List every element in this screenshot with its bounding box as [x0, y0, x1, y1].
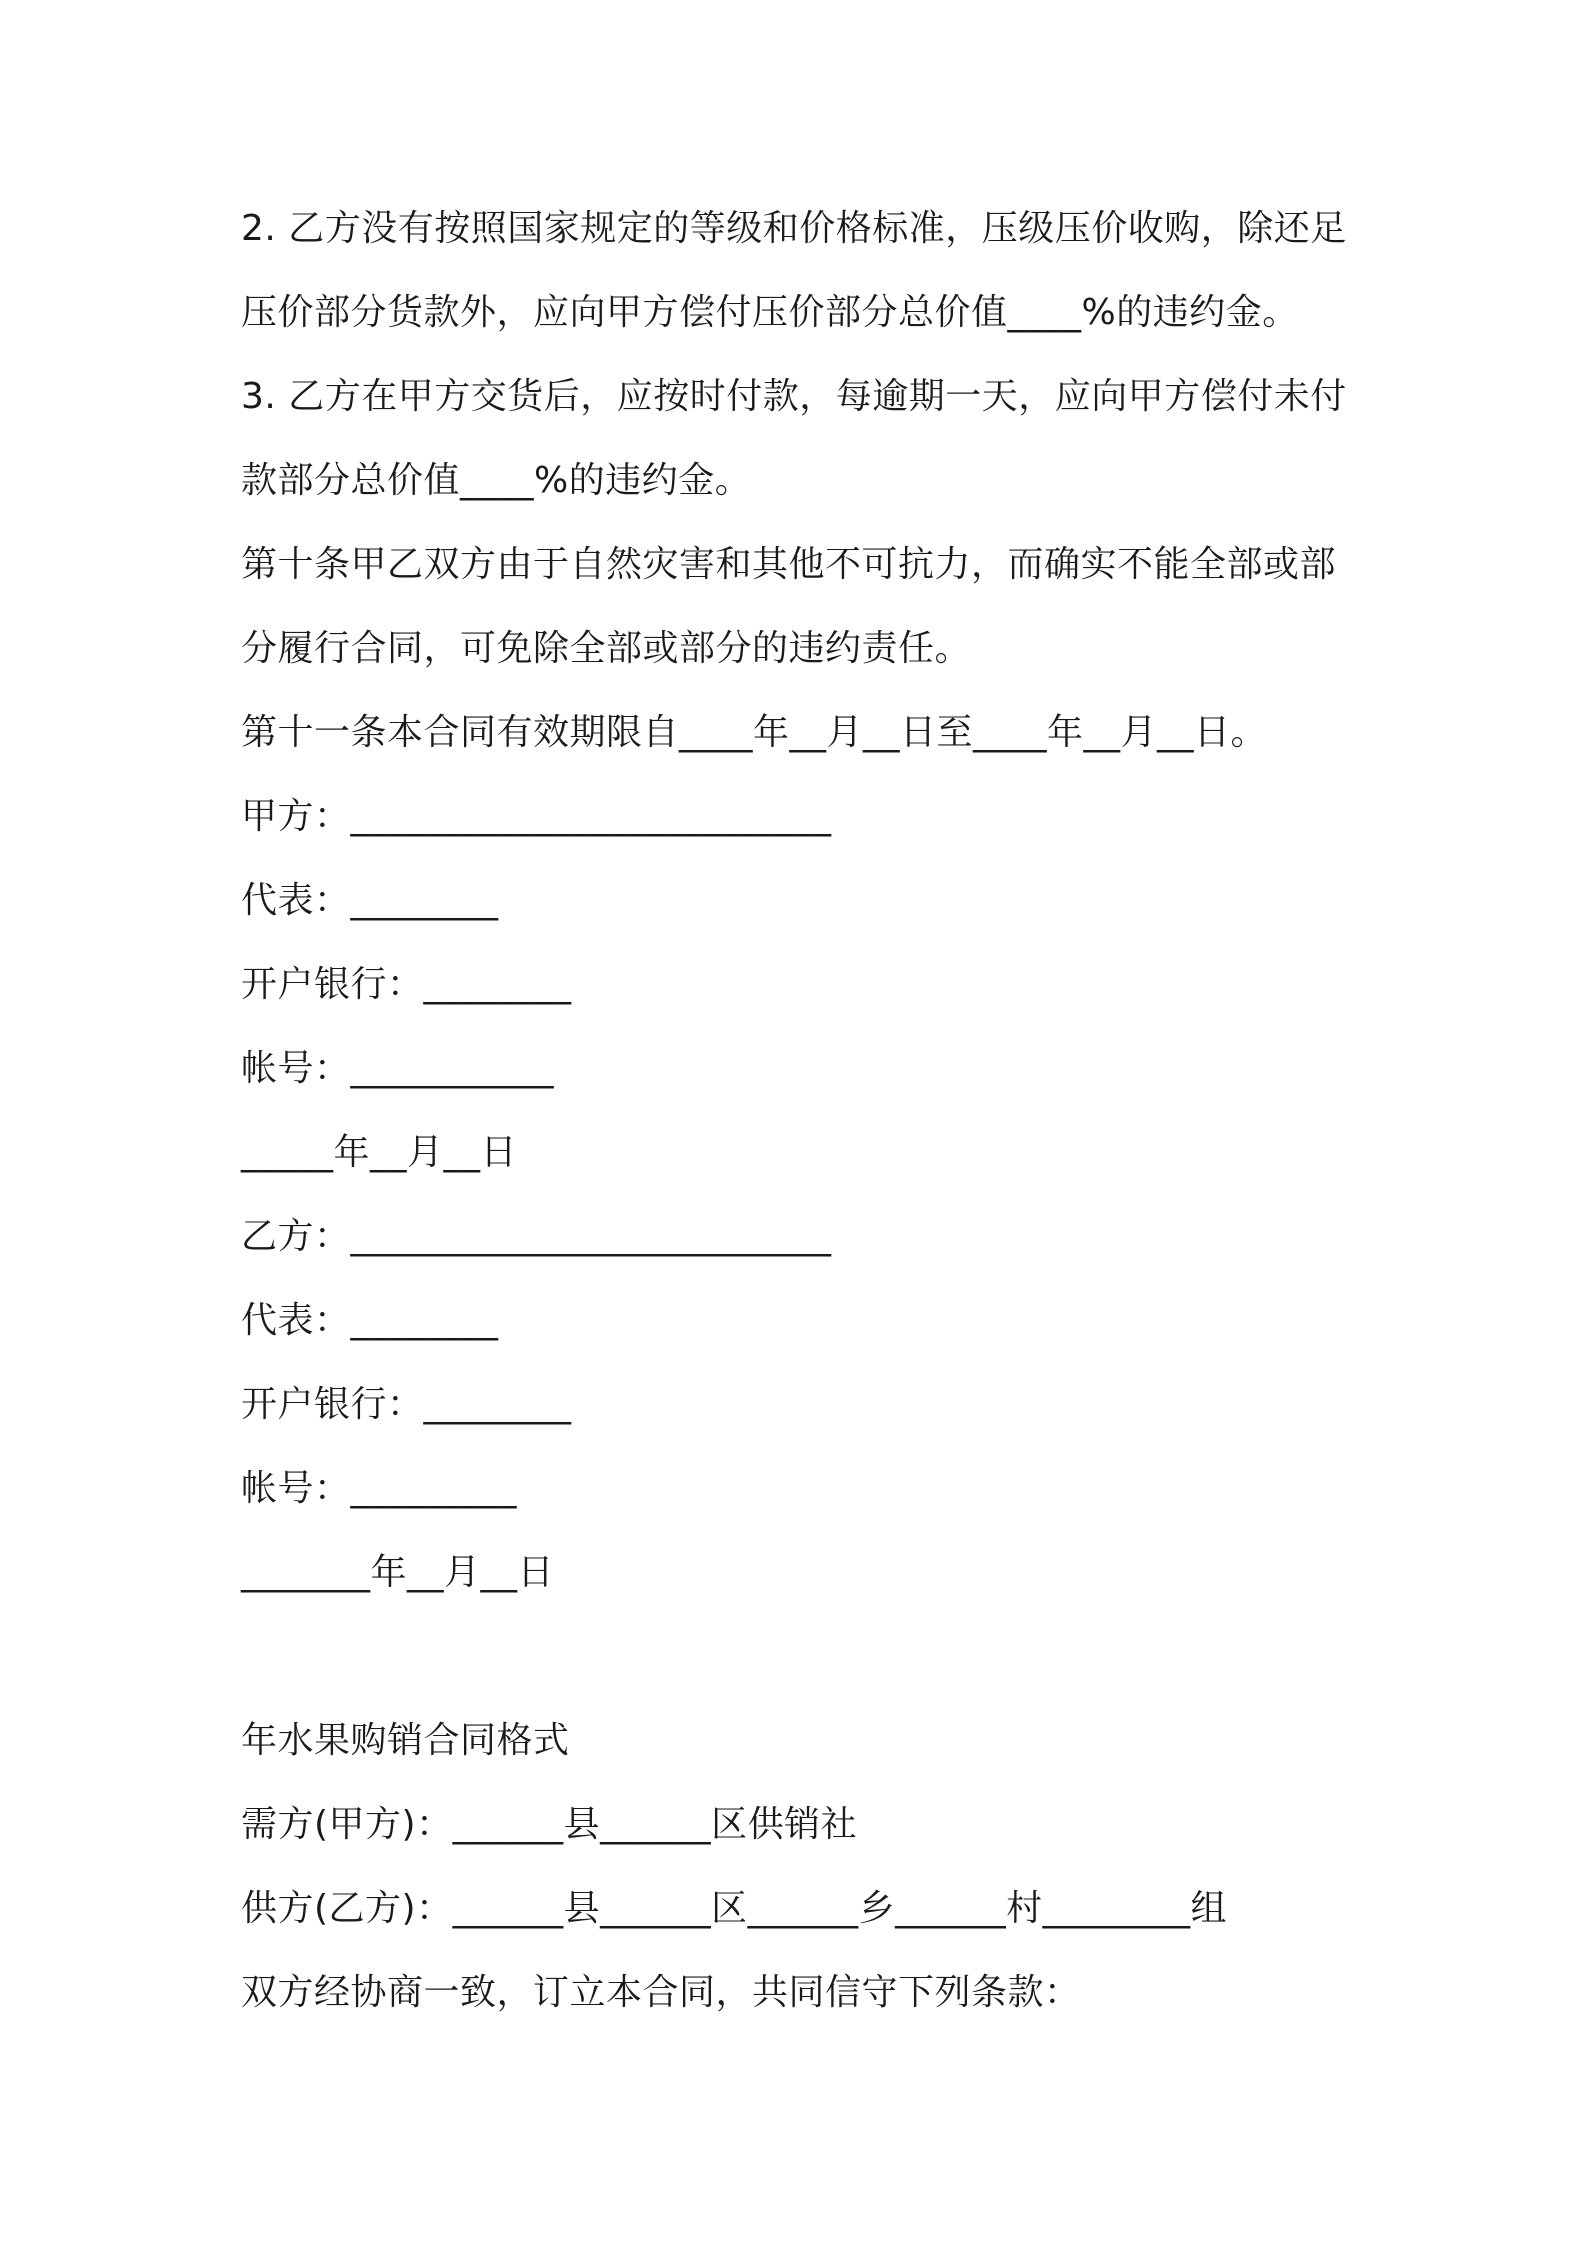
clause-3-line-2: 款部分总价值____%的违约金。 [241, 460, 752, 501]
clause-3-line-1: 3. 乙方在甲方交货后，应按时付款，每逾期一天，应向甲方偿付未付 [241, 376, 1347, 417]
article-10-line-1: 第十条甲乙双方由于自然灾害和其他不可抗力，而确实不能全部或部 [241, 544, 1337, 585]
clause-2-line-2: 压价部分货款外，应向甲方偿付压价部分总价值____%的违约金。 [241, 292, 1299, 333]
agreement-line: 双方经协商一致，订立本合同，共同信守下列条款： [241, 1972, 1081, 2013]
article-10-line-2: 分履行合同，可免除全部或部分的违约责任。 [241, 628, 972, 669]
party-b-date: _______年__月__日 [241, 1552, 555, 1593]
contract-title: 年水果购销合同格式 [241, 1720, 570, 1761]
party-a-representative: 代表：________ [241, 880, 499, 921]
party-a-name: 甲方：__________________________ [241, 796, 832, 837]
article-11-validity: 第十一条本合同有效期限自____年__月__日至____年__月__日。 [241, 712, 1268, 753]
party-b-account: 帐号：_________ [241, 1468, 518, 1509]
party-a-date: _____年__月__日 [241, 1132, 518, 1173]
supplier-line: 供方(乙方)：______县______区______乡______村________组 [241, 1888, 1228, 1929]
party-a-account: 帐号：___________ [241, 1048, 555, 1089]
clause-2-line-1: 2. 乙方没有按照国家规定的等级和价格标准，压级压价收购，除还足 [241, 208, 1347, 249]
party-b-bank: 开户银行：________ [241, 1384, 572, 1425]
party-b-name: 乙方：__________________________ [241, 1216, 832, 1257]
party-b-representative: 代表：________ [241, 1300, 499, 1341]
buyer-line: 需方(甲方)：______县______区供销社 [241, 1804, 858, 1845]
party-a-bank: 开户银行：________ [241, 964, 572, 1005]
